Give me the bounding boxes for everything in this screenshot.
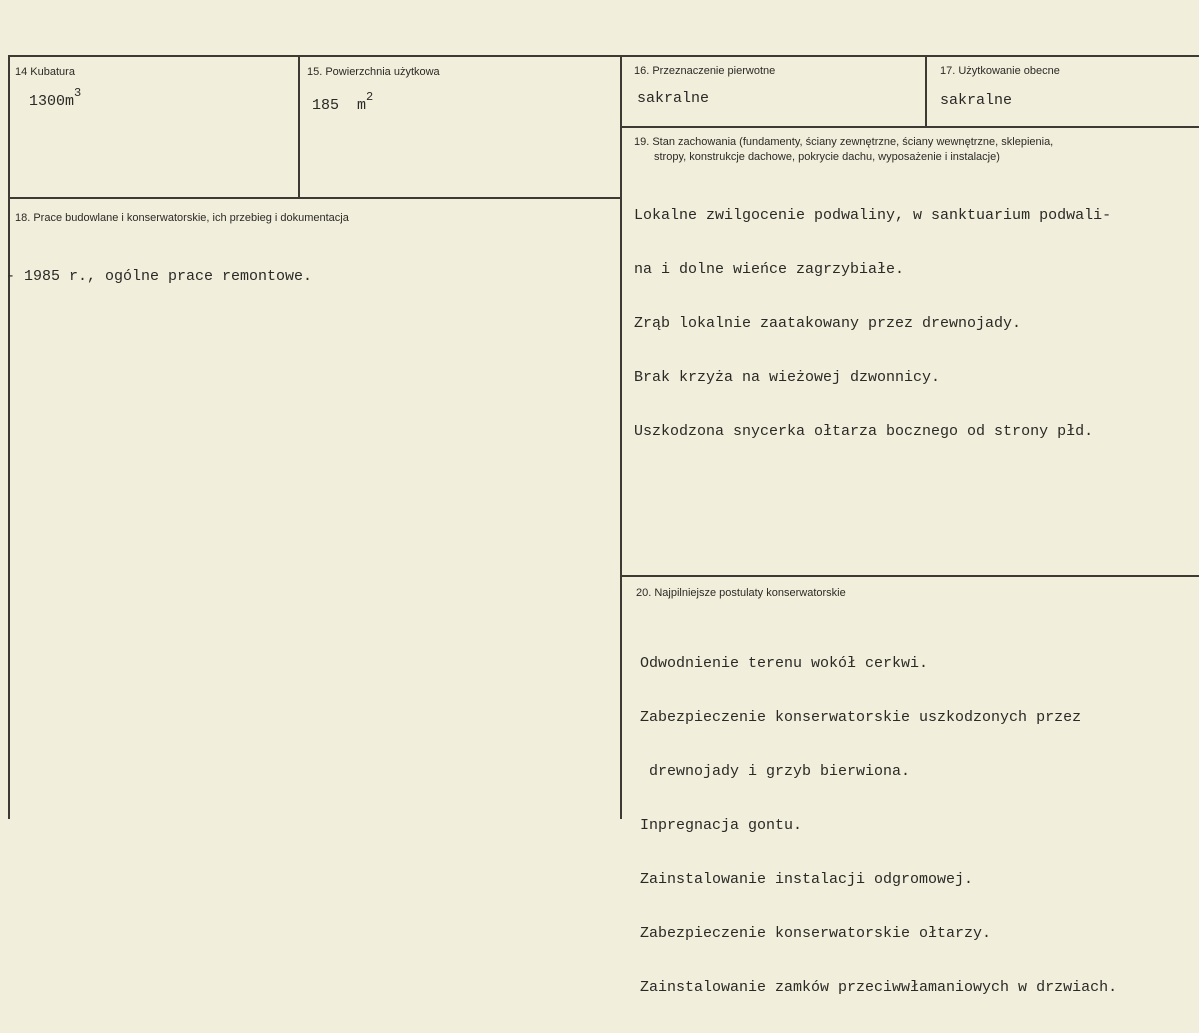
field-20-line: drewnojady i grzyb bierwiona. [640, 763, 911, 780]
divider-15-16 [620, 55, 622, 819]
field-15-value [312, 90, 374, 115]
field-14-label: 14 Kubatura [15, 66, 75, 78]
field-20-line: Inpregnacja gontu. [640, 817, 803, 834]
divider-19-20 [620, 575, 1199, 577]
field-20-text [640, 619, 1117, 1033]
field-20-line: Zabezpieczenie konserwatorskie ołtarzy. [640, 925, 992, 942]
field-19-line: Lokalne zwilgocenie podwaliny, w sanktuarium podwali- [634, 207, 1112, 224]
field-19-line: Brak krzyża na wieżowej dzwonnicy. [634, 369, 941, 386]
field-16-label: 16. Przeznaczenie pierwotne [634, 65, 776, 77]
field-20-line: Zainstalowanie instalacji odgromowej. [640, 871, 974, 888]
left-border [8, 55, 10, 819]
field-19-label-line-2: stropy, konstrukcje dachowe, pokrycie dachu, wyposażenie i instalacje) [654, 151, 1000, 163]
field-15-label: 15. Powierzchnia użytkowa [307, 66, 440, 78]
divider-below-16-17 [620, 126, 1199, 128]
divider-16-17 [925, 55, 927, 127]
field-19-label-line-1: 19. Stan zachowania (fundamenty, ściany zewnętrzne, ściany wewnętrzne, sklepienia, [634, 136, 1054, 148]
divider-below-14-15 [8, 197, 622, 199]
field-20-line: Odwodnienie terenu wokół cerkwi. [640, 655, 929, 672]
field-16-value: sakralne [637, 90, 710, 107]
field-18-line: - 1985 r., ogólne prace remontowe. [6, 268, 313, 285]
field-14-value [29, 86, 82, 111]
field-19-text [634, 171, 1111, 477]
divider-14-15 [298, 55, 300, 198]
field-17-value: sakralne [940, 92, 1013, 109]
field-19-line: Uszkodzona snycerka ołtarza bocznego od strony płd. [634, 423, 1094, 440]
field-20-line: Zabezpieczenie konserwatorskie uszkodzonych przez [640, 709, 1082, 726]
field-17-label: 17. Użytkowanie obecne [940, 65, 1060, 77]
field-20-label: 20. Najpilniejsze postulaty konserwatorskie [636, 587, 846, 599]
field-19-line: na i dolne wieńce zagrzybiałe. [634, 261, 905, 278]
top-border [8, 55, 1199, 57]
field-18-text [6, 232, 312, 322]
field-15-number: 185 m [312, 97, 367, 114]
field-20-line: Zainstalowanie zamków przeciwwłamaniowych w drzwiach. [640, 979, 1118, 996]
field-14-number: 1300m [29, 93, 75, 110]
field-18-label: 18. Prace budowlane i konserwatorskie, ich przebieg i dokumentacja [15, 212, 349, 224]
field-19-line: Zrąb lokalnie zaatakowany przez drewnojady. [634, 315, 1022, 332]
field-14-exponent: 3 [74, 86, 82, 100]
field-15-exponent: 2 [366, 90, 374, 104]
